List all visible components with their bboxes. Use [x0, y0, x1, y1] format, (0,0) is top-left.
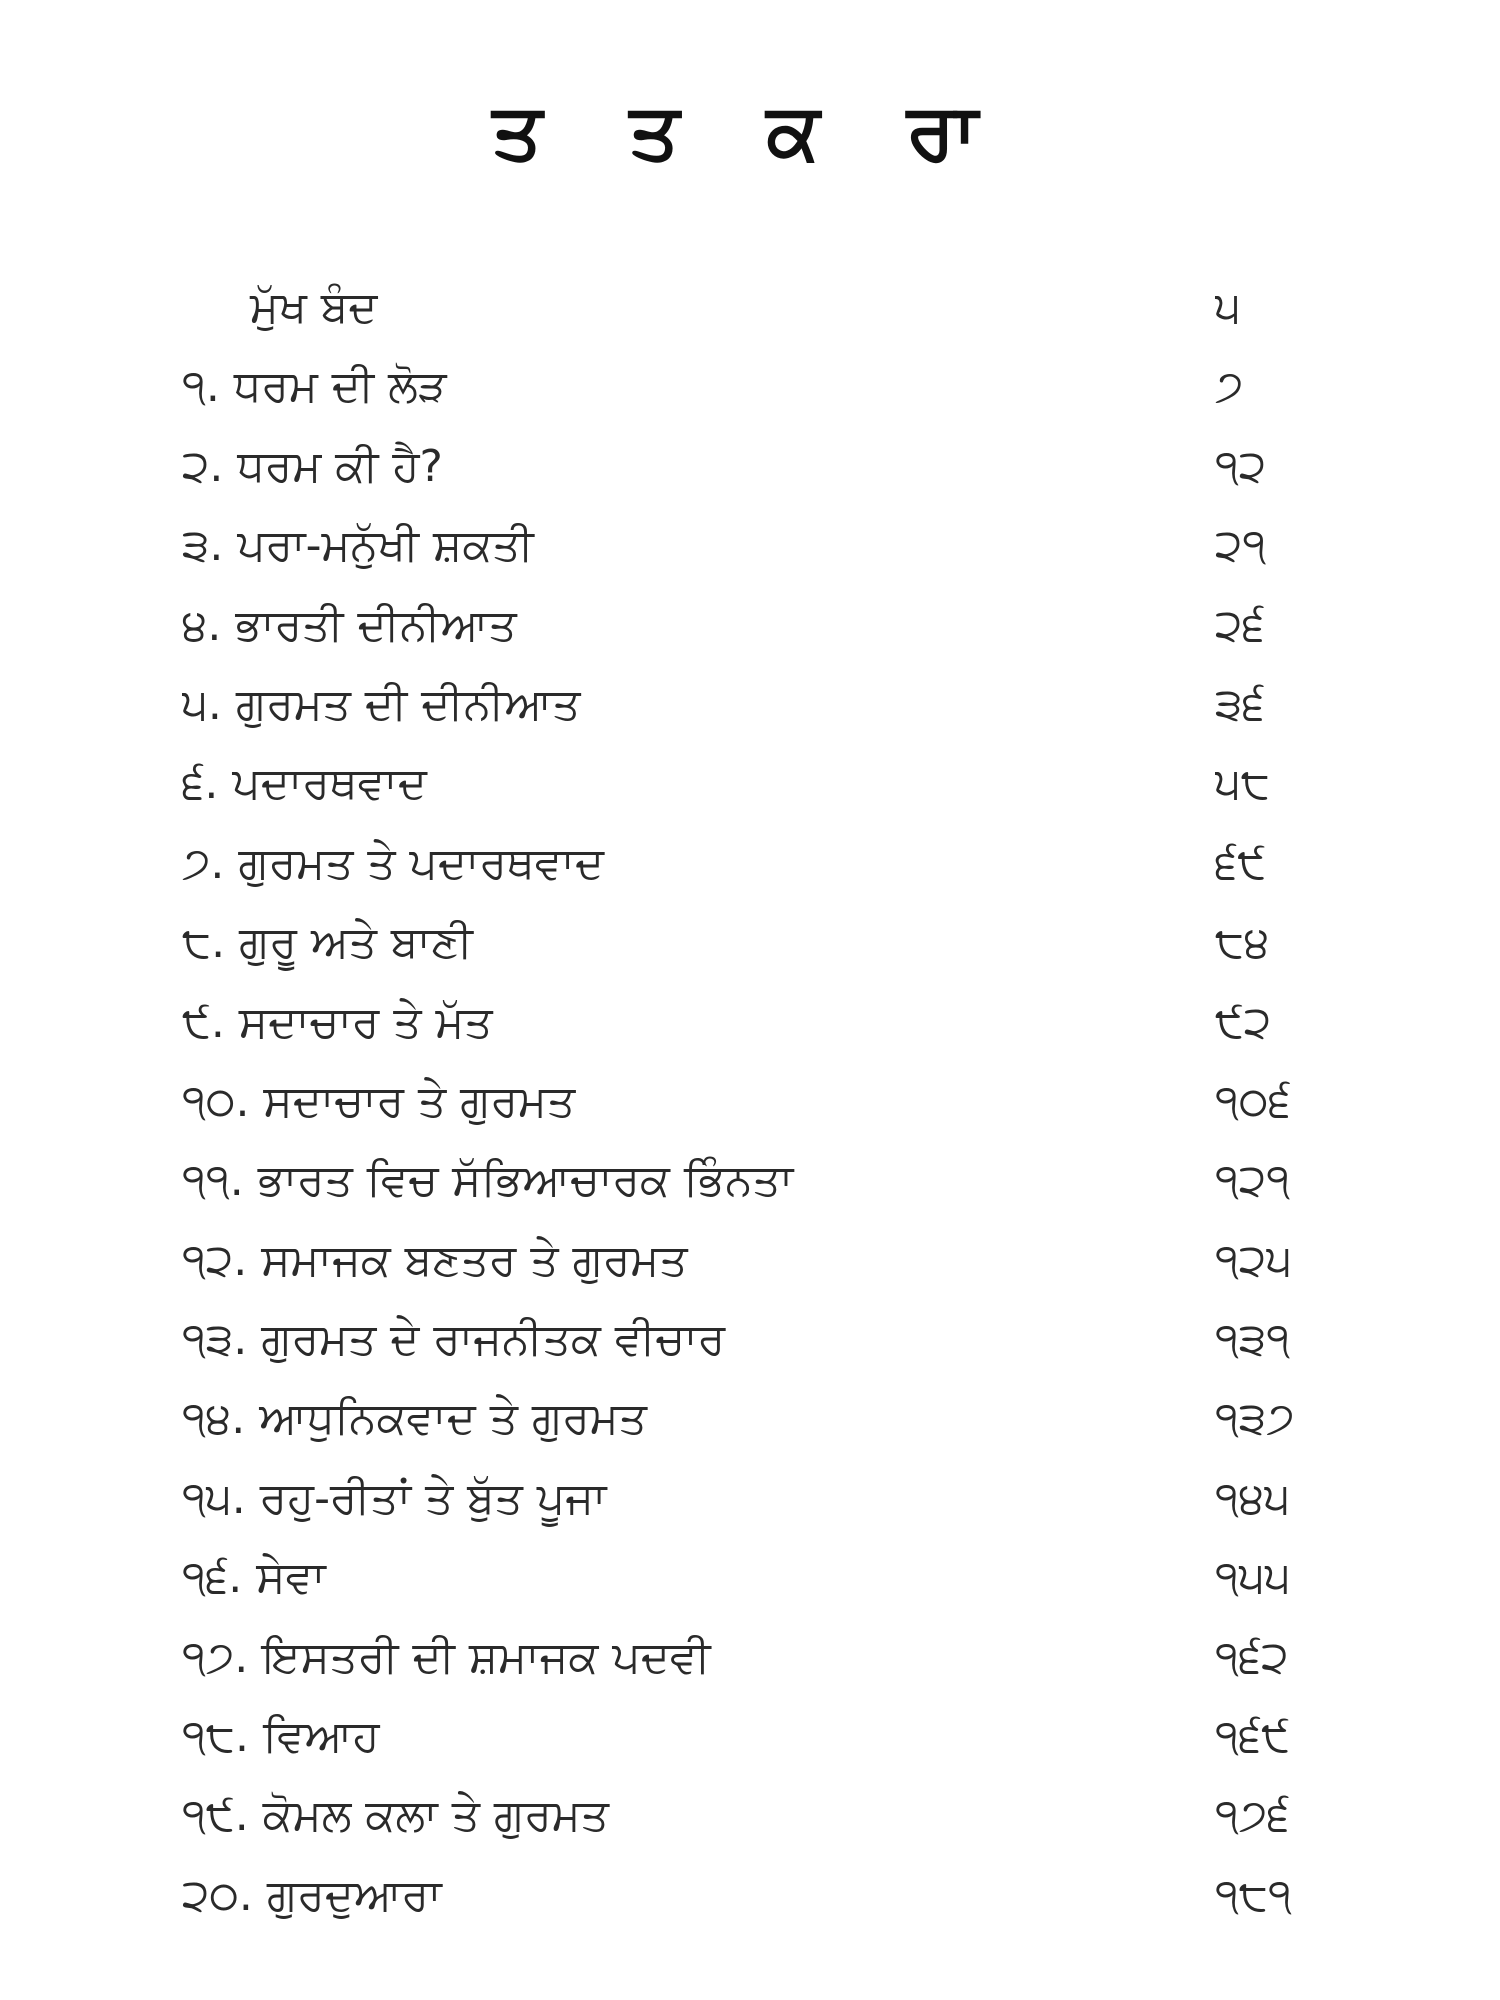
- toc-entry-label: ੨੦. ਗੁਰਦੁਆਰਾ: [182, 1869, 442, 1921]
- toc-entry-label: ੧੯. ਕੋਮਲ ਕਲਾ ਤੇ ਗੁਰਮਤ: [182, 1790, 609, 1842]
- toc-entry[interactable]: [0, 1618, 1500, 1697]
- toc-entry-page: ੧੬੨: [1215, 1631, 1289, 1683]
- toc-entry-page: ੧੬੯: [1215, 1711, 1291, 1763]
- toc-entry-label: ੫. ਗੁਰਮਤ ਦੀ ਦੀਨੀਆਤ: [182, 678, 581, 730]
- toc-entry[interactable]: [0, 1379, 1500, 1458]
- toc-entry[interactable]: [0, 983, 1500, 1062]
- toc-entry-page: ੫੮: [1215, 758, 1270, 810]
- toc-entry-label: ੧. ਧਰਮ ਦੀ ਲੋੜ: [182, 361, 447, 413]
- toc-entry-label: ੩. ਪਰਾ-ਮਨੁੱਖੀ ਸ਼ਕਤੀ: [182, 520, 534, 572]
- toc-entry-page: ੧੦੬: [1215, 1075, 1291, 1127]
- toc-entry-page: ੫: [1215, 282, 1241, 333]
- table-of-contents: [0, 268, 1500, 1935]
- toc-entry-page: ੧੭੬: [1215, 1790, 1290, 1842]
- toc-entry-label: ੧੪. ਆਧੁਨਿਕਵਾਦ ਤੇ ਗੁਰਮਤ: [182, 1393, 647, 1445]
- toc-entry-label: ੬. ਪਦਾਰਥਵਾਦ: [182, 758, 427, 810]
- toc-entry-label: ੧੦. ਸਦਾਚਾਰ ਤੇ ਗੁਰਮਤ: [182, 1075, 576, 1127]
- toc-entry-page: ੯੨: [1215, 996, 1272, 1048]
- toc-entry-label: ੧੮. ਵਿਆਹ: [182, 1711, 380, 1763]
- toc-entry[interactable]: [0, 824, 1500, 903]
- toc-entry-label: ੧੬. ਸੇਵਾ: [182, 1552, 326, 1604]
- toc-entry[interactable]: [0, 1538, 1500, 1617]
- toc-entry-page: ੧੪੫: [1215, 1472, 1291, 1524]
- toc-entry-page: ੮੪: [1215, 917, 1270, 969]
- toc-entry-label: ੨. ਧਰਮ ਕੀ ਹੈ?: [182, 440, 443, 492]
- toc-entry[interactable]: [0, 1221, 1500, 1300]
- toc-entry-label: ੮. ਗੁਰੂ ਅਤੇ ਬਾਣੀ: [182, 917, 473, 969]
- toc-entry[interactable]: [0, 1062, 1500, 1141]
- toc-entry[interactable]: [0, 1141, 1500, 1220]
- toc-entry-page: ੧੨੫: [1215, 1234, 1293, 1286]
- toc-entry-label: ੯. ਸਦਾਚਾਰ ਤੇ ਮੱਤ: [182, 996, 493, 1048]
- toc-entry-label: ੭. ਗੁਰਮਤ ਤੇ ਪਦਾਰਥਵਾਦ: [182, 837, 605, 889]
- toc-entry[interactable]: [0, 427, 1500, 506]
- toc-entry[interactable]: [0, 1459, 1500, 1538]
- toc-entry-label: ੧੧. ਭਾਰਤ ਵਿਚ ਸੱਭਿਆਚਾਰਕ ਭਿੰਨਤਾ: [182, 1155, 794, 1207]
- toc-entry[interactable]: [0, 347, 1500, 426]
- toc-entry-label: ੧੩. ਗੁਰਮਤ ਦੇ ਰਾਜਨੀਤਕ ਵੀਚਾਰ: [182, 1314, 726, 1366]
- toc-entry-page: ੧੮੧: [1215, 1869, 1292, 1921]
- toc-entry[interactable]: [0, 268, 1500, 347]
- toc-entry[interactable]: [0, 903, 1500, 982]
- toc-entry-label: ਮੁੱਖ ਬੰਦ: [250, 282, 378, 333]
- toc-entry[interactable]: [0, 1856, 1500, 1935]
- toc-entry[interactable]: [0, 744, 1500, 823]
- toc-entry-page: ੭: [1215, 361, 1244, 413]
- toc-entry-page: ੧੩੧: [1215, 1314, 1291, 1366]
- toc-entry[interactable]: [0, 586, 1500, 665]
- toc-entry[interactable]: [0, 1776, 1500, 1855]
- toc-entry-page: ੩੬: [1215, 678, 1265, 730]
- toc-entry-page: ੧੨੧: [1215, 1155, 1291, 1207]
- toc-entry[interactable]: [0, 1300, 1500, 1379]
- page-title: ਤ ਤ ਕ ਰਾ: [492, 87, 1008, 178]
- toc-entry-page: ੧੫੫: [1215, 1552, 1291, 1604]
- toc-entry[interactable]: [0, 665, 1500, 744]
- toc-entry[interactable]: [0, 506, 1500, 585]
- toc-entry-page: ੨੬: [1215, 599, 1265, 651]
- toc-entry-label: ੪. ਭਾਰਤੀ ਦੀਨੀਆਤ: [182, 599, 517, 651]
- toc-entry-page: ੧੨: [1215, 440, 1267, 492]
- toc-entry-label: ੧੨. ਸਮਾਜਕ ਬਣਤਰ ਤੇ ਗੁਰਮਤ: [182, 1234, 688, 1286]
- toc-entry-page: ੧੩੭: [1215, 1393, 1295, 1445]
- toc-entry-page: ੬੯: [1215, 837, 1267, 889]
- toc-entry-label: ੧੫. ਰਹੁ-ਰੀਤਾਂ ਤੇ ਬੁੱਤ ਪੂਜਾ: [182, 1472, 607, 1524]
- toc-entry-page: ੨੧: [1215, 520, 1267, 572]
- toc-entry[interactable]: [0, 1697, 1500, 1776]
- toc-entry-label: ੧੭. ਇਸਤਰੀ ਦੀ ਸ਼ਮਾਜਕ ਪਦਵੀ: [182, 1631, 711, 1683]
